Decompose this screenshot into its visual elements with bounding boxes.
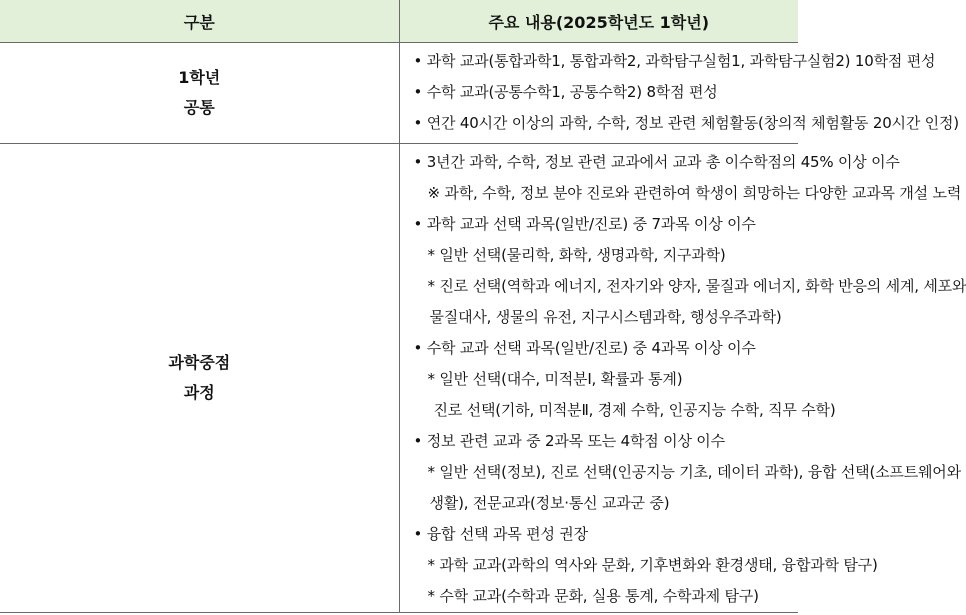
sub-item-line: * 일반 선택(정보), 진로 선택(인공지능 기초, 데이터 과학), 융합 선택(소프트웨어와 — [427, 463, 961, 481]
bullet-line: • 과학 교과 선택 과목(일반/진로) 중 7과목 이상 이수 — [413, 215, 756, 233]
continuation-line: 생활), 전문교과(정보·통신 교과군 중) — [429, 494, 670, 512]
bullet-line: • 정보 관련 교과 중 2과목 또는 4학점 이상 이수 — [413, 432, 725, 450]
note-line: ※ 과학, 수학, 정보 분야 진로와 관련하여 학생이 희망하는 다양한 교과목 개설 노력 — [427, 184, 962, 202]
category-label: 1학년 — [178, 68, 221, 87]
bullet-line: • 3년간 과학, 수학, 정보 관련 교과에서 교과 총 이수학점의 45% 이상 이수 — [413, 153, 900, 171]
bullet-line: • 수학 교과 선택 과목(일반/진로) 중 4과목 이상 이수 — [413, 339, 756, 357]
continuation-line: 물질대사, 생물의 유전, 지구시스템과학, 행성우주과학) — [429, 308, 782, 326]
content-cell — [399, 144, 966, 613]
category-cell — [0, 144, 399, 613]
content-cell — [399, 43, 959, 144]
header-category: 구분 — [0, 0, 399, 43]
continuation-line: 진로 선택(기하, 미적분Ⅱ, 경제 수학, 인공지능 수학, 직무 수학) — [433, 401, 836, 419]
category-cell — [0, 43, 399, 144]
category-label: 과학중점 — [168, 353, 231, 372]
category-label: 과정 — [183, 383, 215, 402]
category-label: 공통 — [183, 98, 215, 117]
sub-item-line: * 일반 선택(물리학, 화학, 생명과학, 지구과학) — [427, 246, 726, 264]
header-content: 주요 내용(2025학년도 1학년) — [399, 0, 798, 43]
bullet-line: • 융합 선택 과목 편성 권장 — [413, 525, 588, 543]
bullet-line: • 수학 교과(공통수학1, 공통수학2) 8학점 편성 — [413, 83, 718, 101]
bullet-line: • 과학 교과(통합과학1, 통합과학2, 과학탐구실험1, 과학탐구실험2) 10학점 편성 — [413, 52, 936, 70]
sub-item-line: * 진로 선택(역학과 에너지, 전자기와 양자, 물질과 에너지, 화학 반응의 세계, 세포와 — [427, 277, 966, 295]
bullet-line: • 연간 40시간 이상의 과학, 수학, 정보 관련 체험활동(창의적 체험활동 20시간 인정) — [413, 114, 959, 132]
sub-item-line: * 일반 선택(대수, 미적분Ⅰ, 확률과 통계) — [427, 370, 683, 388]
sub-item-line: * 수학 교과(수학과 문화, 실용 통계, 수학과제 탐구) — [427, 587, 759, 605]
sub-item-line: * 과학 교과(과학의 역사와 문화, 기후변화와 환경생태, 융합과학 탐구) — [427, 556, 878, 574]
table-row — [0, 43, 798, 144]
header-row — [0, 0, 798, 43]
table-row — [0, 144, 798, 613]
